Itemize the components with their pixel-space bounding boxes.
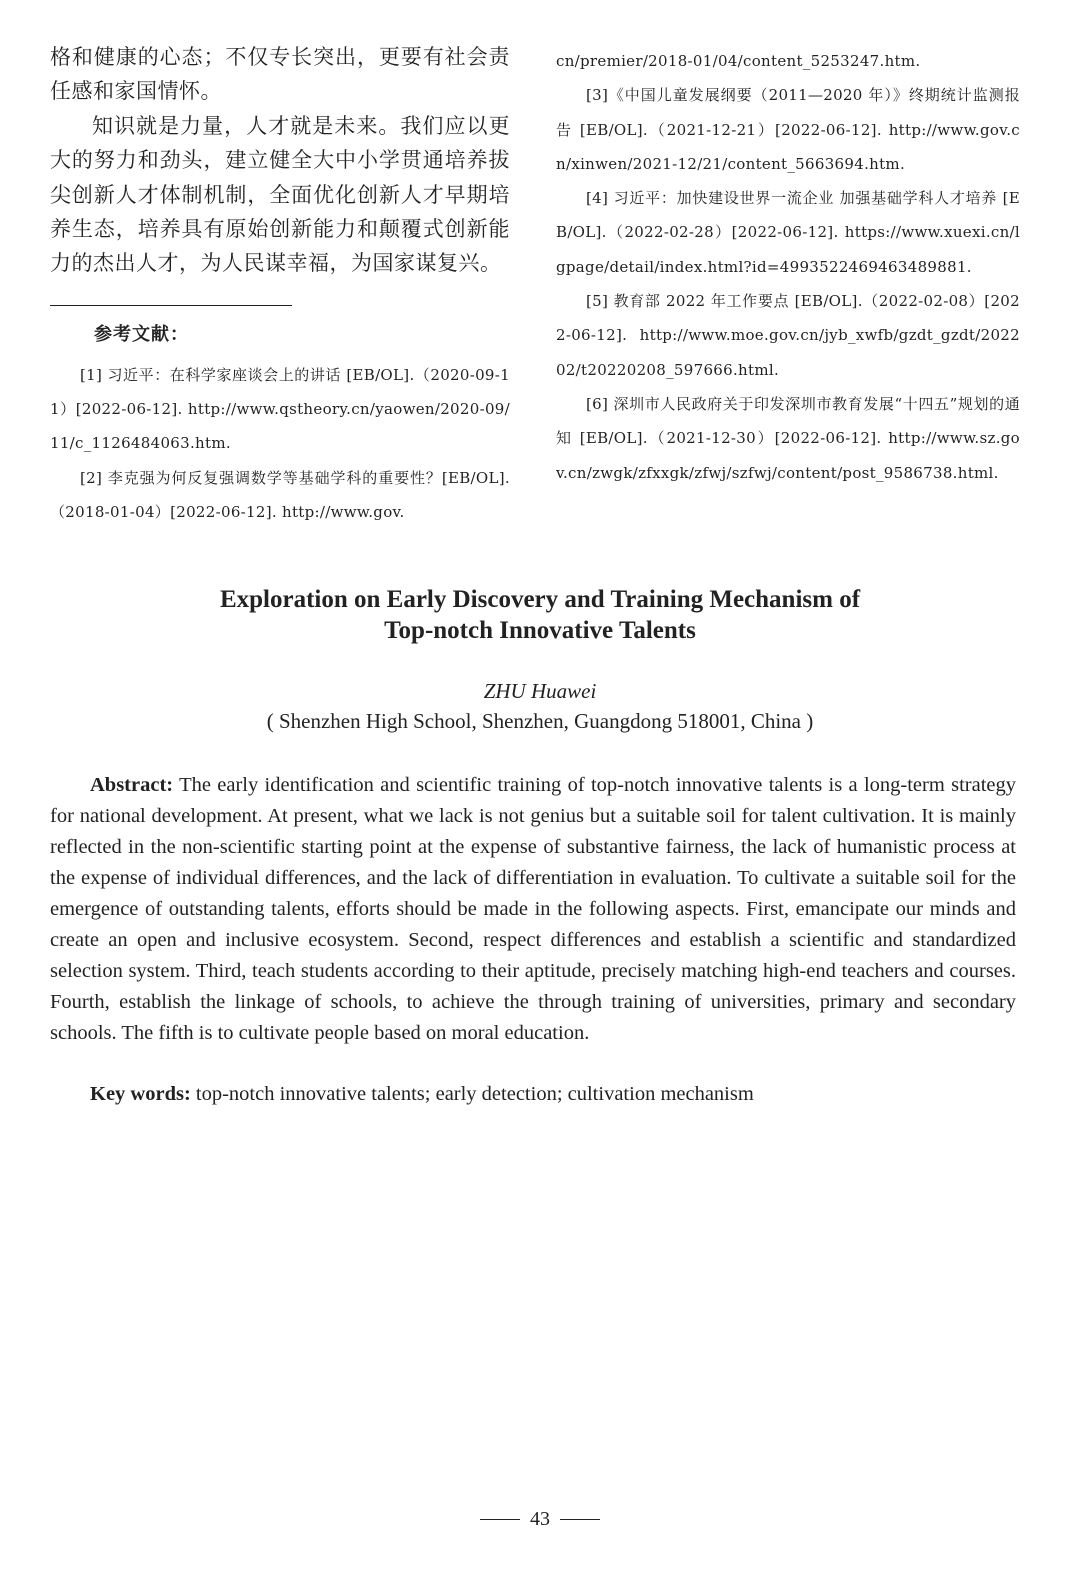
keywords [90, 1079, 1016, 1110]
body-paragraph: 格和健康的心态；不仅专长突出，更要有社会责任感和家国情怀。 [50, 45, 510, 104]
right-column [556, 44, 1020, 490]
reference-item: [4] 习近平：加快建设世界一流企业 加强基础学科人才培养 [EB/OL].（2022-02-28）[2022-06-12]. https://www.xuexi.cn/lgpage/detail/index.html?id=4993522469463489881. [556, 189, 1020, 276]
keywords-label: Key words: [90, 1083, 191, 1105]
abstract-text: The early identification and scientific training of top-notch innovative talents is a long-term strategy for national development. At present, what we lack is not genius but a suitable soil for talent cultivation. It is mainly reflected in the non-scientific starting point at the expense of substantive fairness, the lack of humanistic process at the expense of individual differences, and the lack of differentiation in evaluation. To cultivate a suitable soil for the emergence of outstanding talents, efforts should be made in the following aspects. First, emancipate our minds and create an open and inclusive ecosystem. Second, respect differences and establish a scientific and standardized selection system. Third, teach students according to their aptitude, precisely matching high-end teachers and courses. Fourth, establish the linkage of schools, to achieve the through training of universities, primary and secondary schools. The fifth is to cultivate people based on moral education. [50, 774, 1016, 1044]
english-title [0, 584, 1080, 646]
author-name: ZHU Huawei [483, 679, 597, 703]
reference-item: [6] 深圳市人民政府关于印发深圳市教育发展“十四五”规划的通知 [EB/OL].（2021-12-30）[2022-06-12]. http://www.sz.gov.cn/zwgk/zfxxgk/zfwj/szfwj/content/post_9586738.html. [556, 394, 1020, 482]
english-title-line-1: Exploration on Early Discovery and Training Mechanism of [219, 586, 861, 613]
abstract [50, 770, 1016, 1049]
reference-continuation: cn/premier/2018-01/04/content_5253247.htm. [556, 52, 921, 70]
reference-item: [5] 教育部 2022 年工作要点 [EB/OL].（2022-02-08）[2022-06-12]. http://www.moe.gov.cn/jyb_xwfb/gzdt_gzdt/202202/t20220208_597666.html. [556, 292, 1020, 379]
footer-dash-left [480, 1519, 520, 1520]
footer-dash-right [560, 1519, 600, 1520]
reference-item: [3]《中国儿童发展纲要（2011—2020 年）》终期统计监测报告 [EB/OL].（2021-12-21）[2022-06-12]. http://www.gov.cn/xinwen/2021-12/21/content_5663694.htm. [556, 86, 1020, 173]
page-number: 43 [530, 1508, 550, 1530]
section-divider [50, 305, 292, 306]
reference-item: [2] 李克强为何反复强调数学等基础学科的重要性？[EB/OL].（2018-01-04）[2022-06-12]. http://www.gov. [50, 468, 510, 522]
abstract-label: Abstract: [90, 774, 174, 796]
references-heading: 参考文献： [94, 323, 189, 345]
body-paragraph: 知识就是力量，人才就是未来。我们应以更大的努力和劲头，建立健全大中小学贯通培养拔尖创新人才体制机制，全面优化创新人才早期培养生态，培养具有原始创新能力和颠覆式创新能力的杰出人才，为人民谋幸福，为国家谋复兴。 [50, 113, 510, 276]
page-footer [0, 1508, 1080, 1531]
keywords-text: top-notch innovative talents; early detection; cultivation mechanism [190, 1083, 754, 1105]
left-column [50, 40, 510, 529]
author-affiliation: ( Shenzhen High School, Shenzhen, Guangdong 518001, China ) [266, 709, 814, 733]
reference-item: [1] 习近平：在科学家座谈会上的讲话 [EB/OL].（2020-09-11）[2022-06-12]. http://www.qstheory.cn/yaowen/2020-09/11/c_1126484063.htm. [50, 365, 510, 453]
english-title-line-2: Top-notch Innovative Talents [384, 617, 696, 644]
